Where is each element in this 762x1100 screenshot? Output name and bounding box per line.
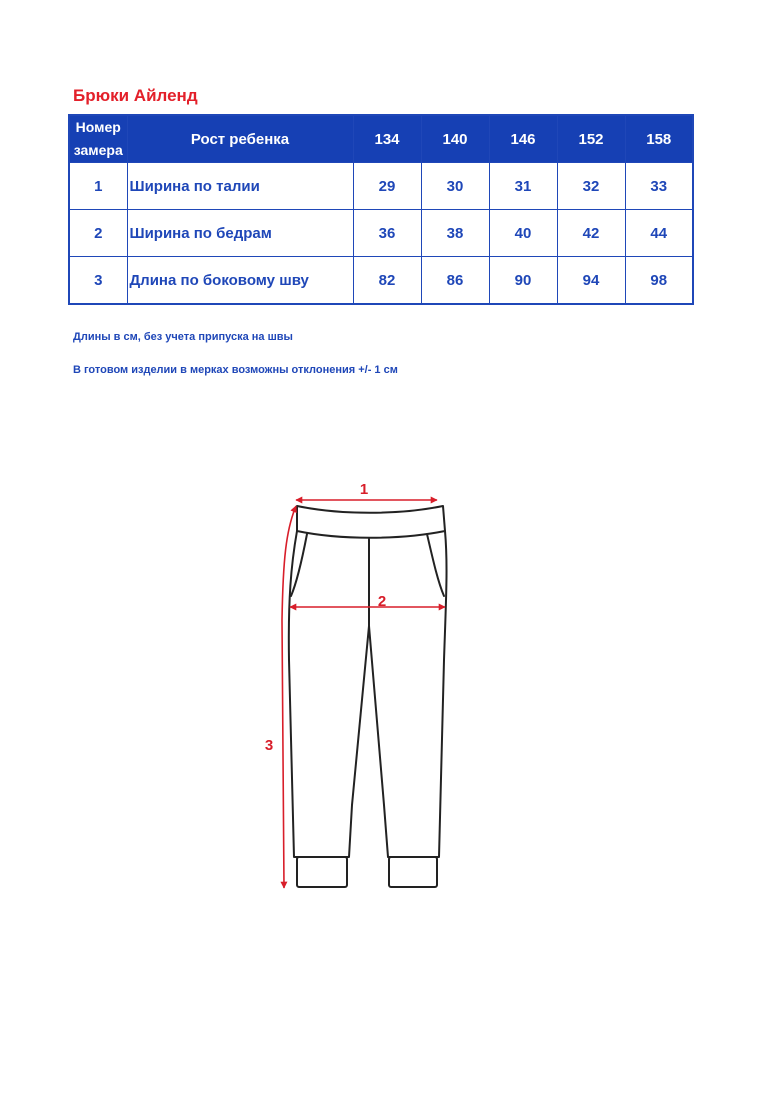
row-number: 1 bbox=[69, 163, 127, 210]
row-value: 86 bbox=[421, 257, 489, 305]
row-name: Длина по боковому шву bbox=[127, 257, 353, 305]
row-value: 30 bbox=[421, 163, 489, 210]
row-number: 2 bbox=[69, 210, 127, 257]
row-value: 29 bbox=[353, 163, 421, 210]
row-name: Ширина по талии bbox=[127, 163, 353, 210]
pants-outline bbox=[289, 531, 447, 857]
row-value: 44 bbox=[625, 210, 693, 257]
header-number-line2: замера bbox=[73, 142, 123, 158]
header-height-label: Рост ребенка bbox=[127, 115, 353, 163]
row-number: 3 bbox=[69, 257, 127, 305]
header-number-line1: Номер bbox=[75, 119, 121, 135]
right-pocket bbox=[427, 534, 444, 596]
row-value: 33 bbox=[625, 163, 693, 210]
row-value: 38 bbox=[421, 210, 489, 257]
waistband bbox=[297, 506, 445, 538]
row-value: 82 bbox=[353, 257, 421, 305]
size-table bbox=[68, 114, 694, 305]
note-tolerance: В готовом изделии в мерках возможны отклонения +/- 1 см bbox=[73, 364, 398, 376]
row-value: 31 bbox=[489, 163, 557, 210]
measure-label-3: 3 bbox=[264, 737, 274, 754]
row-value: 42 bbox=[557, 210, 625, 257]
row-value: 36 bbox=[353, 210, 421, 257]
header-size-134: 134 bbox=[353, 115, 421, 163]
header-size-140: 140 bbox=[421, 115, 489, 163]
row-value: 90 bbox=[489, 257, 557, 305]
row-value: 98 bbox=[625, 257, 693, 305]
measure-label-1: 1 bbox=[359, 481, 369, 498]
header-size-158: 158 bbox=[625, 115, 693, 163]
table-row bbox=[69, 210, 693, 257]
pants-diagram bbox=[0, 440, 762, 920]
page-title: Брюки Айленд bbox=[73, 86, 198, 105]
table-row bbox=[69, 257, 693, 305]
measure-label-2: 2 bbox=[377, 593, 387, 610]
right-cuff bbox=[389, 857, 437, 887]
table-row bbox=[69, 163, 693, 210]
header-size-152: 152 bbox=[557, 115, 625, 163]
row-value: 40 bbox=[489, 210, 557, 257]
row-value: 32 bbox=[557, 163, 625, 210]
row-value: 94 bbox=[557, 257, 625, 305]
note-units: Длины в см, без учета припуска на швы bbox=[73, 331, 293, 343]
left-cuff bbox=[297, 857, 347, 887]
header-number-cell bbox=[69, 115, 127, 163]
row-name: Ширина по бедрам bbox=[127, 210, 353, 257]
left-pocket bbox=[291, 534, 307, 596]
header-size-146: 146 bbox=[489, 115, 557, 163]
table-header-row bbox=[69, 115, 693, 163]
